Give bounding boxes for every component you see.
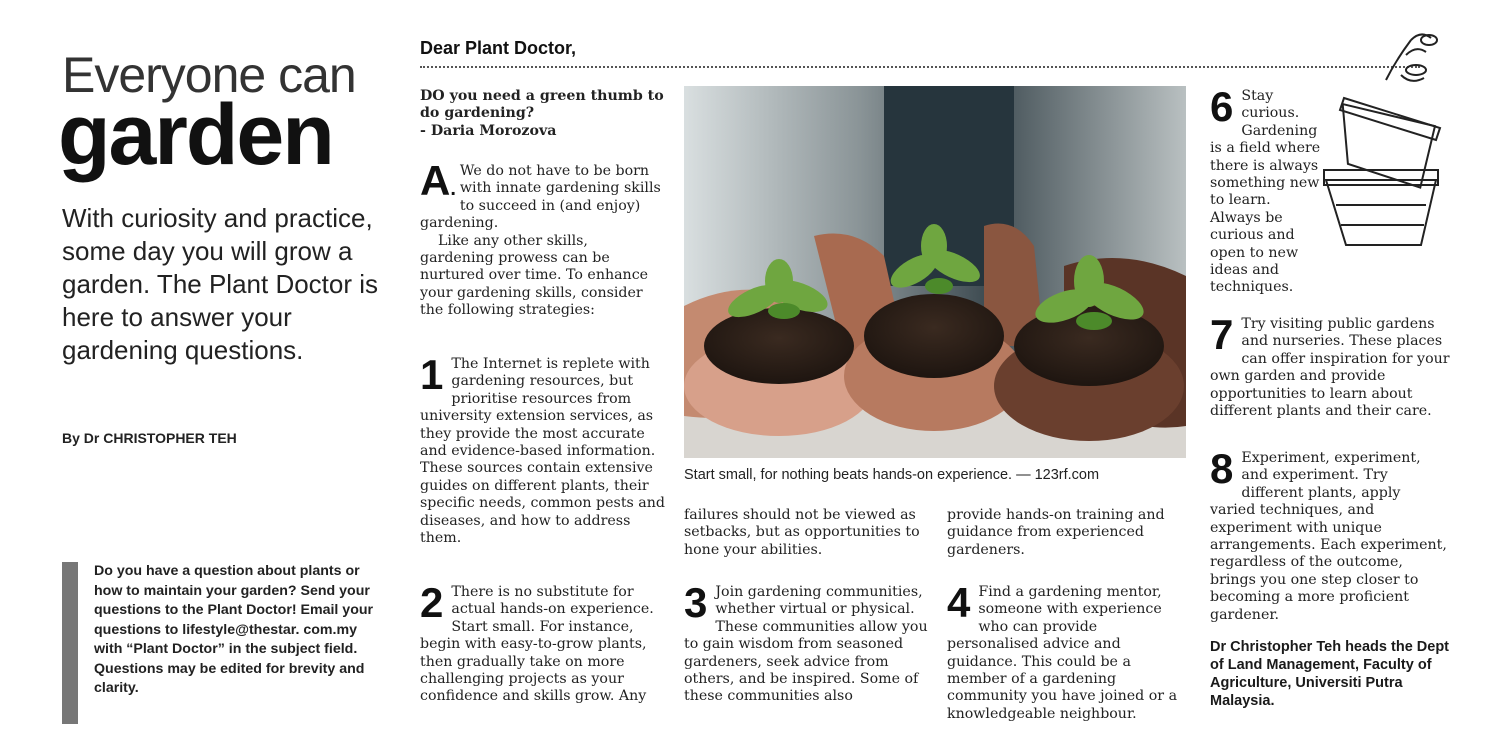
tip-7	[1210, 311, 1450, 420]
question-text: DO you need a green thumb to do gardening?	[420, 88, 664, 122]
intro-text: With curiosity and practice, some day you will grow a garden. The Plant Doctor is here to answer your gardening questions.	[62, 203, 379, 365]
tip-text: The Internet is replete with gardening resources, but prioritise resources from university extension services, as they provide the most accurate and evidence-based information. These sources contain extensive guides on different plants, their specific needs, common pests and diseases, and how to address them.	[420, 356, 665, 547]
tip-1	[420, 351, 665, 547]
tip-number: 6	[1210, 83, 1234, 130]
ask-box-bar	[62, 562, 78, 724]
answer-lead-text: We do not have to be born with innate gardening skills to succeed in (and enjoy) gardening.	[420, 163, 661, 232]
tip-3-continued: provide hands-on training and guidance from experienced gardeners.	[947, 507, 1165, 558]
tip-number: 7	[1210, 311, 1234, 358]
tip-4	[947, 579, 1192, 723]
tip-text: Stay curious. Gardening is a field where there is always something new to learn. Always be curious and open to new ideas and techniques.	[1210, 88, 1321, 296]
title-line-2: garden	[58, 87, 333, 183]
tip-text: There is no substitute for actual hands-on experience. Start small. For instance, begin with easy-to-grow plants, then gradually take on more challenging projects as your confidence and skills grow. Any	[420, 584, 654, 705]
answer-lead	[420, 163, 665, 233]
pots-icon	[1316, 30, 1476, 250]
photo-caption: Start small, for nothing beats hands-on experience. — 123rf.com	[684, 467, 1100, 483]
tip-number: 4	[947, 579, 971, 626]
column-name: Dear Plant Doctor,	[420, 38, 577, 58]
ask-box-text: Do you have a question about plants or how to maintain your garden? Send your questions to the Plant Doctor! Email your questions to lifestyle@thestar. com.my with “Plant Doctor” in the subject field. Questions may be edited for brevity and clarity.	[94, 563, 374, 696]
tip-2	[420, 579, 665, 706]
tip-3	[684, 579, 929, 706]
hands-with-seedlings-photo	[684, 86, 1186, 458]
answer-para-2: Like any other skills, gardening prowess can be nurtured over time. To enhance your gardening skills, consider the following strategies:	[420, 232, 649, 319]
answer-dropcap: A.	[420, 163, 456, 204]
dotted-divider	[420, 66, 1420, 68]
tip-number: 8	[1210, 445, 1234, 492]
flower-pots-illustration	[1316, 30, 1476, 250]
tip-number: 3	[684, 579, 708, 626]
tip-number: 2	[420, 579, 444, 626]
question-author: - Daria Morozova	[420, 122, 557, 139]
tip-6	[1210, 83, 1325, 297]
byline: By Dr CHRISTOPHER TEH	[62, 430, 237, 446]
tip-8	[1210, 445, 1450, 624]
tip-2-continued: failures should not be viewed as setbacks, but as opportunities to hone your abilities.	[684, 507, 920, 558]
title-line-1: Everyone can	[62, 47, 356, 103]
tip-text: Try visiting public gardens and nurseries. These places can offer inspiration for your own garden and provide opportunities to learn about different plants and their care.	[1210, 316, 1450, 420]
question-block	[420, 88, 665, 140]
tip-text: Experiment, experiment, and experiment. Try different plants, apply varied techniques, and experiment with unique arrangements. Each experiment, regardless of the outcome, brings you one step closer to becoming a more proficient gardener.	[1210, 450, 1447, 623]
tip-text: Find a gardening mentor, someone with experience who can provide personalised advice and guidance. This could be a member of a gardening community you have joined or a knowledgeable neighbour.	[947, 584, 1178, 722]
tip-number: 1	[420, 351, 444, 398]
author-bio: Dr Christopher Teh heads the Dept of Land Management, Faculty of Agriculture, Universiti Putra Malaysia.	[1210, 639, 1450, 709]
answer-block	[420, 163, 665, 320]
photo-illustration	[684, 86, 1186, 458]
tip-text: Join gardening communities, whether virtual or physical. These communities allow you to gain wisdom from seasoned gardeners, seek advice from others, and be inspired. Some of these communities also	[684, 584, 928, 705]
